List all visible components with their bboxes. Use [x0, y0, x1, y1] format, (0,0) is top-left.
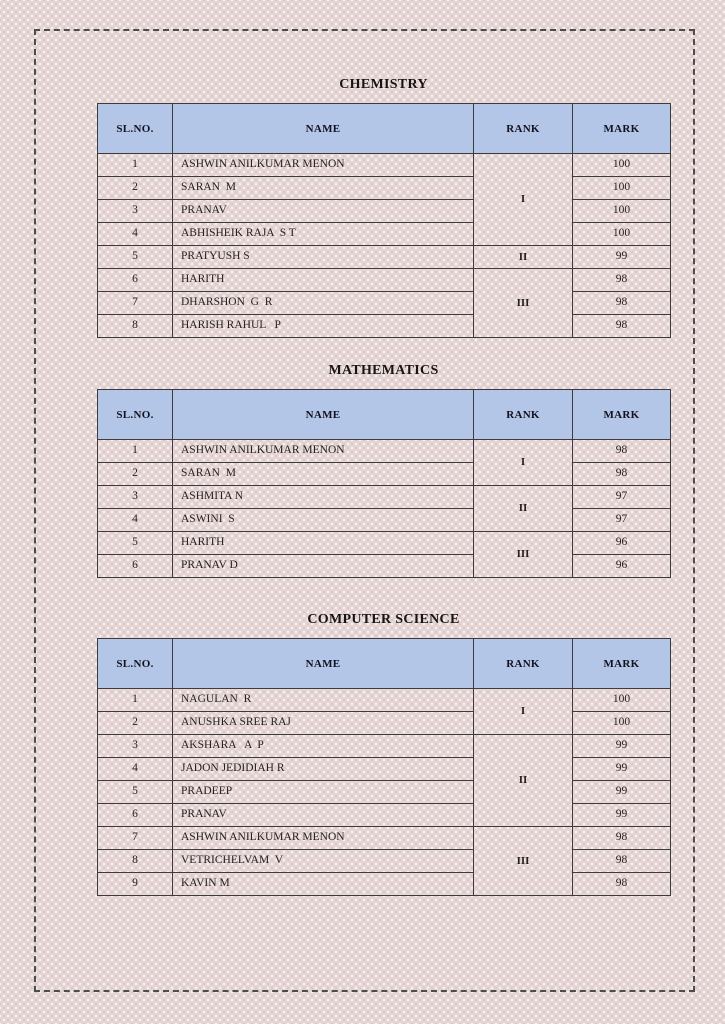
- cell-name: ASHWIN ANILKUMAR MENON: [173, 440, 474, 463]
- cell-name: ANUSHKA SREE RAJ: [173, 712, 474, 735]
- cell-slno: 1: [98, 440, 173, 463]
- cell-slno: 6: [98, 555, 173, 578]
- table-header-row: [98, 639, 671, 689]
- cell-name: ASHWIN ANILKUMAR MENON: [173, 827, 474, 850]
- cell-name: PRANAV: [173, 200, 474, 223]
- column-header-name: NAME: [173, 390, 474, 440]
- section-title: COMPUTER SCIENCE: [307, 612, 460, 627]
- cell-slno: 2: [98, 712, 173, 735]
- cell-name: SARAN M: [173, 177, 474, 200]
- column-header-slno: SL.NO.: [98, 390, 173, 440]
- table-row: [98, 850, 671, 873]
- table-row: [98, 712, 671, 735]
- cell-mark: 99: [573, 246, 671, 269]
- cell-mark: 99: [573, 804, 671, 827]
- cell-mark: 97: [573, 509, 671, 532]
- cell-mark: 99: [573, 758, 671, 781]
- cell-slno: 5: [98, 532, 173, 555]
- table-row: [98, 555, 671, 578]
- cell-name: SARAN M: [173, 463, 474, 486]
- cell-mark: 100: [573, 712, 671, 735]
- marks-table-computer-science: [97, 638, 671, 896]
- cell-slno: 2: [98, 177, 173, 200]
- cell-slno: 3: [98, 735, 173, 758]
- table-row: [98, 735, 671, 758]
- cell-slno: 1: [98, 689, 173, 712]
- table-row: [98, 154, 671, 177]
- column-header-mark: MARK: [573, 390, 671, 440]
- cell-name: PRADEEP: [173, 781, 474, 804]
- cell-mark: 98: [573, 827, 671, 850]
- cell-name: JADON JEDIDIAH R: [173, 758, 474, 781]
- page-content: [97, 75, 670, 896]
- cell-slno: 8: [98, 850, 173, 873]
- cell-name: ASWINI S: [173, 509, 474, 532]
- table-row: [98, 223, 671, 246]
- cell-name: AKSHARA A P: [173, 735, 474, 758]
- cell-mark: 98: [573, 873, 671, 896]
- cell-slno: 5: [98, 781, 173, 804]
- cell-slno: 5: [98, 246, 173, 269]
- cell-rank: I: [474, 689, 573, 735]
- column-header-rank: RANK: [474, 390, 573, 440]
- cell-mark: 96: [573, 555, 671, 578]
- cell-mark: 98: [573, 269, 671, 292]
- column-header-mark: MARK: [573, 104, 671, 154]
- cell-name: VETRICHELVAM V: [173, 850, 474, 873]
- marks-table-mathematics: [97, 389, 671, 578]
- table-row: [98, 532, 671, 555]
- cell-rank: II: [474, 246, 573, 269]
- cell-slno: 9: [98, 873, 173, 896]
- cell-slno: 6: [98, 269, 173, 292]
- cell-rank: II: [474, 486, 573, 532]
- cell-name: ASHMITA N: [173, 486, 474, 509]
- cell-mark: 98: [573, 315, 671, 338]
- cell-name: DHARSHON G R: [173, 292, 474, 315]
- table-row: [98, 200, 671, 223]
- cell-rank: I: [474, 440, 573, 486]
- table-row: [98, 689, 671, 712]
- table-row: [98, 873, 671, 896]
- table-header-row: [98, 104, 671, 154]
- cell-rank: III: [474, 827, 573, 896]
- cell-rank: II: [474, 735, 573, 827]
- cell-slno: 3: [98, 486, 173, 509]
- cell-name: HARITH: [173, 532, 474, 555]
- table-header-row: [98, 390, 671, 440]
- column-header-name: NAME: [173, 104, 474, 154]
- table-row: [98, 246, 671, 269]
- section-mathematics: [97, 361, 670, 578]
- section-title: CHEMISTRY: [339, 77, 428, 92]
- cell-mark: 98: [573, 463, 671, 486]
- column-header-rank: RANK: [474, 639, 573, 689]
- table-row: [98, 440, 671, 463]
- section-chemistry: [97, 75, 670, 338]
- cell-name: PRATYUSH S: [173, 246, 474, 269]
- column-header-slno: SL.NO.: [98, 639, 173, 689]
- cell-rank: III: [474, 532, 573, 578]
- table-row: [98, 292, 671, 315]
- cell-mark: 100: [573, 177, 671, 200]
- cell-slno: 4: [98, 509, 173, 532]
- cell-mark: 100: [573, 200, 671, 223]
- table-row: [98, 269, 671, 292]
- cell-mark: 97: [573, 486, 671, 509]
- cell-slno: 7: [98, 827, 173, 850]
- table-row: [98, 758, 671, 781]
- cell-slno: 6: [98, 804, 173, 827]
- table-row: [98, 486, 671, 509]
- table-row: [98, 315, 671, 338]
- cell-name: HARISH RAHUL P: [173, 315, 474, 338]
- cell-slno: 2: [98, 463, 173, 486]
- section-computer-science: [97, 610, 670, 896]
- table-row: [98, 463, 671, 486]
- column-header-mark: MARK: [573, 639, 671, 689]
- column-header-rank: RANK: [474, 104, 573, 154]
- table-row: [98, 781, 671, 804]
- cell-slno: 8: [98, 315, 173, 338]
- cell-slno: 4: [98, 758, 173, 781]
- marks-table-chemistry: [97, 103, 671, 338]
- table-row: [98, 509, 671, 532]
- column-header-slno: SL.NO.: [98, 104, 173, 154]
- cell-name: HARITH: [173, 269, 474, 292]
- cell-name: NAGULAN R: [173, 689, 474, 712]
- cell-rank: I: [474, 154, 573, 246]
- cell-name: ASHWIN ANILKUMAR MENON: [173, 154, 474, 177]
- column-header-name: NAME: [173, 639, 474, 689]
- cell-slno: 1: [98, 154, 173, 177]
- table-row: [98, 804, 671, 827]
- table-row: [98, 827, 671, 850]
- cell-mark: 99: [573, 781, 671, 804]
- section-title: MATHEMATICS: [328, 363, 439, 378]
- cell-name: KAVIN M: [173, 873, 474, 896]
- cell-slno: 4: [98, 223, 173, 246]
- cell-mark: 98: [573, 440, 671, 463]
- cell-slno: 3: [98, 200, 173, 223]
- cell-mark: 99: [573, 735, 671, 758]
- cell-mark: 100: [573, 154, 671, 177]
- table-row: [98, 177, 671, 200]
- cell-slno: 7: [98, 292, 173, 315]
- cell-mark: 100: [573, 223, 671, 246]
- cell-name: ABHISHEIK RAJA S T: [173, 223, 474, 246]
- cell-mark: 100: [573, 689, 671, 712]
- cell-mark: 96: [573, 532, 671, 555]
- cell-name: PRANAV D: [173, 555, 474, 578]
- cell-mark: 98: [573, 850, 671, 873]
- cell-name: PRANAV: [173, 804, 474, 827]
- cell-mark: 98: [573, 292, 671, 315]
- cell-rank: III: [474, 269, 573, 338]
